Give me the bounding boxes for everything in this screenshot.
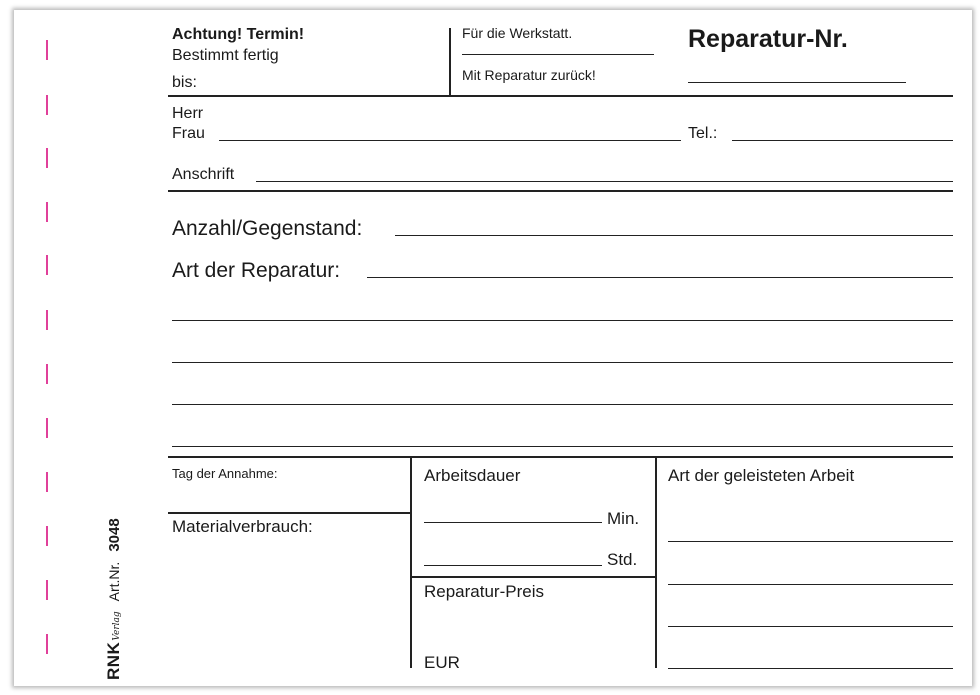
perforation-mark (46, 95, 48, 115)
deadline-line-3: bis: (172, 74, 197, 91)
price-label: Reparatur-Preis (424, 582, 544, 601)
brand-label (104, 518, 124, 680)
repair-number-line[interactable] (688, 82, 906, 83)
intake-date-label: Tag der Annahme: (172, 466, 278, 481)
minutes-label: Min. (607, 509, 640, 528)
work-done-label: Art der geleisteten Arbeit (668, 466, 855, 485)
minutes-line[interactable] (424, 522, 602, 523)
work-done-line[interactable] (668, 584, 953, 585)
work-done-line[interactable] (668, 541, 953, 542)
perforation-mark (46, 202, 48, 222)
hours-line[interactable] (424, 565, 602, 566)
bottom-section-top-rule (168, 456, 953, 458)
repair-number-label: Reparatur-Nr. (688, 25, 848, 53)
perforation-mark (46, 364, 48, 384)
duration-label: Arbeitsdauer (424, 466, 521, 485)
perforation-mark (46, 418, 48, 438)
repair-type-label: Art der Reparatur: (172, 259, 341, 282)
brand-logo: RNKVerlag (104, 611, 123, 680)
perforation-mark (46, 580, 48, 600)
perforation-mark (46, 472, 48, 492)
work-done-line[interactable] (668, 626, 953, 627)
quantity-label: Anzahl/Gegenstand: (172, 217, 363, 240)
column-divider-1 (410, 457, 412, 668)
customer-bottom-rule (168, 190, 953, 192)
column-divider-2 (655, 457, 657, 668)
article-number-prefix: Art.Nr. (106, 561, 122, 602)
phone-label: Tel.: (688, 125, 718, 142)
address-label: Anschrift (172, 166, 235, 183)
perforation-mark (46, 310, 48, 330)
intake-date-line[interactable] (168, 512, 410, 514)
price-section-rule (410, 576, 655, 578)
header-bottom-rule (168, 95, 953, 97)
repair-detail-line[interactable] (172, 320, 953, 321)
herr-label: Herr (172, 105, 204, 122)
frau-label: Frau (172, 125, 205, 142)
perforation-mark (46, 148, 48, 168)
article-number: 3048 (106, 518, 123, 552)
material-label: Materialverbrauch: (172, 517, 313, 536)
workshop-line[interactable] (462, 54, 654, 55)
deadline-line-2: Bestimmt fertig (172, 47, 279, 64)
currency-label: EUR (424, 653, 460, 672)
perforation-mark (46, 634, 48, 654)
perforation-mark (46, 40, 48, 60)
hours-label: Std. (607, 550, 638, 569)
address-line[interactable] (256, 181, 953, 182)
perforation-mark (46, 255, 48, 275)
return-label: Mit Reparatur zurück! (462, 67, 596, 83)
workshop-label: Für die Werkstatt. (462, 25, 573, 41)
repair-type-line[interactable] (367, 277, 953, 278)
repair-detail-line[interactable] (172, 362, 953, 363)
quantity-line[interactable] (395, 235, 953, 236)
deadline-heading: Achtung! Termin! (172, 26, 305, 43)
header-divider (449, 28, 451, 95)
work-done-line[interactable] (668, 668, 953, 669)
phone-line[interactable] (732, 140, 953, 141)
repair-detail-line[interactable] (172, 404, 953, 405)
repair-detail-line[interactable] (172, 446, 953, 447)
perforation-mark (46, 526, 48, 546)
name-line[interactable] (219, 140, 681, 141)
